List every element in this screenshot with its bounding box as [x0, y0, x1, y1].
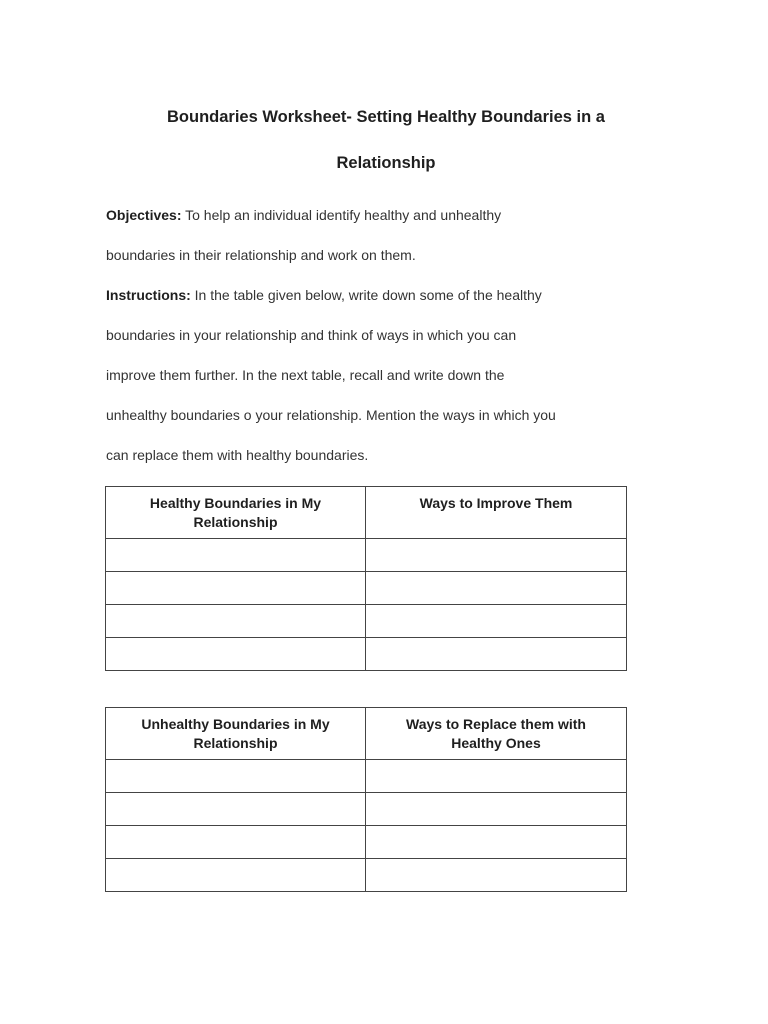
replace-way-cell[interactable]: [366, 793, 627, 826]
objectives-line-2: boundaries in their relationship and work on them.: [106, 247, 416, 263]
instructions-line-4: unhealthy boundaries o your relationship. Mention the ways in which you: [106, 407, 556, 423]
table-row: [106, 605, 627, 638]
healthy-boundary-cell[interactable]: [106, 572, 366, 605]
unhealthy-boundary-cell[interactable]: [106, 859, 366, 892]
healthy-boundary-cell[interactable]: [106, 539, 366, 572]
table-header-row: [106, 708, 627, 760]
instructions-line-2: boundaries in your relationship and think of ways in which you can: [106, 327, 517, 343]
unhealthy-boundary-cell[interactable]: [106, 793, 366, 826]
table-row: [106, 539, 627, 572]
instructions-line-1: [106, 287, 542, 303]
table-row: [106, 859, 627, 892]
replace-way-cell[interactable]: [366, 760, 627, 793]
instructions-text-1: In the table given below, write down some of the healthy: [190, 287, 542, 303]
improve-way-cell[interactable]: [366, 605, 627, 638]
ways-to-improve-header: Ways to Improve Them: [366, 487, 627, 539]
objectives-label: Objectives:: [106, 207, 182, 223]
unhealthy-boundaries-table: [105, 707, 627, 892]
unhealthy-boundaries-header: Unhealthy Boundaries in My Relationship: [106, 708, 366, 760]
table-row: [106, 793, 627, 826]
instructions-line-3: improve them further. In the next table, recall and write down the: [106, 367, 505, 383]
healthy-boundaries-table: [105, 486, 627, 671]
healthy-boundaries-header: Healthy Boundaries in My Relationship: [106, 487, 366, 539]
instructions-line-5: can replace them with healthy boundaries.: [106, 447, 369, 463]
table-row: [106, 826, 627, 859]
table-row: [106, 760, 627, 793]
unhealthy-boundary-cell[interactable]: [106, 760, 366, 793]
instructions-label: Instructions:: [106, 287, 191, 303]
ways-to-replace-header: Ways to Replace them with Healthy Ones: [366, 708, 627, 760]
improve-way-cell[interactable]: [366, 638, 627, 671]
objectives-text-1: To help an individual identify healthy and unhealthy: [181, 207, 502, 223]
objectives-line-1: [106, 207, 501, 223]
improve-way-cell[interactable]: [366, 572, 627, 605]
replace-way-cell[interactable]: [366, 859, 627, 892]
unhealthy-boundary-cell[interactable]: [106, 826, 366, 859]
replace-way-cell[interactable]: [366, 826, 627, 859]
healthy-boundary-cell[interactable]: [106, 605, 366, 638]
table-header-row: [106, 487, 627, 539]
healthy-boundary-cell[interactable]: [106, 638, 366, 671]
table-row: [106, 572, 627, 605]
page-title-continued: Relationship: [336, 154, 436, 172]
page-title: Boundaries Worksheet- Setting Healthy Boundaries in a: [167, 108, 605, 126]
improve-way-cell[interactable]: [366, 539, 627, 572]
table-row: [106, 638, 627, 671]
